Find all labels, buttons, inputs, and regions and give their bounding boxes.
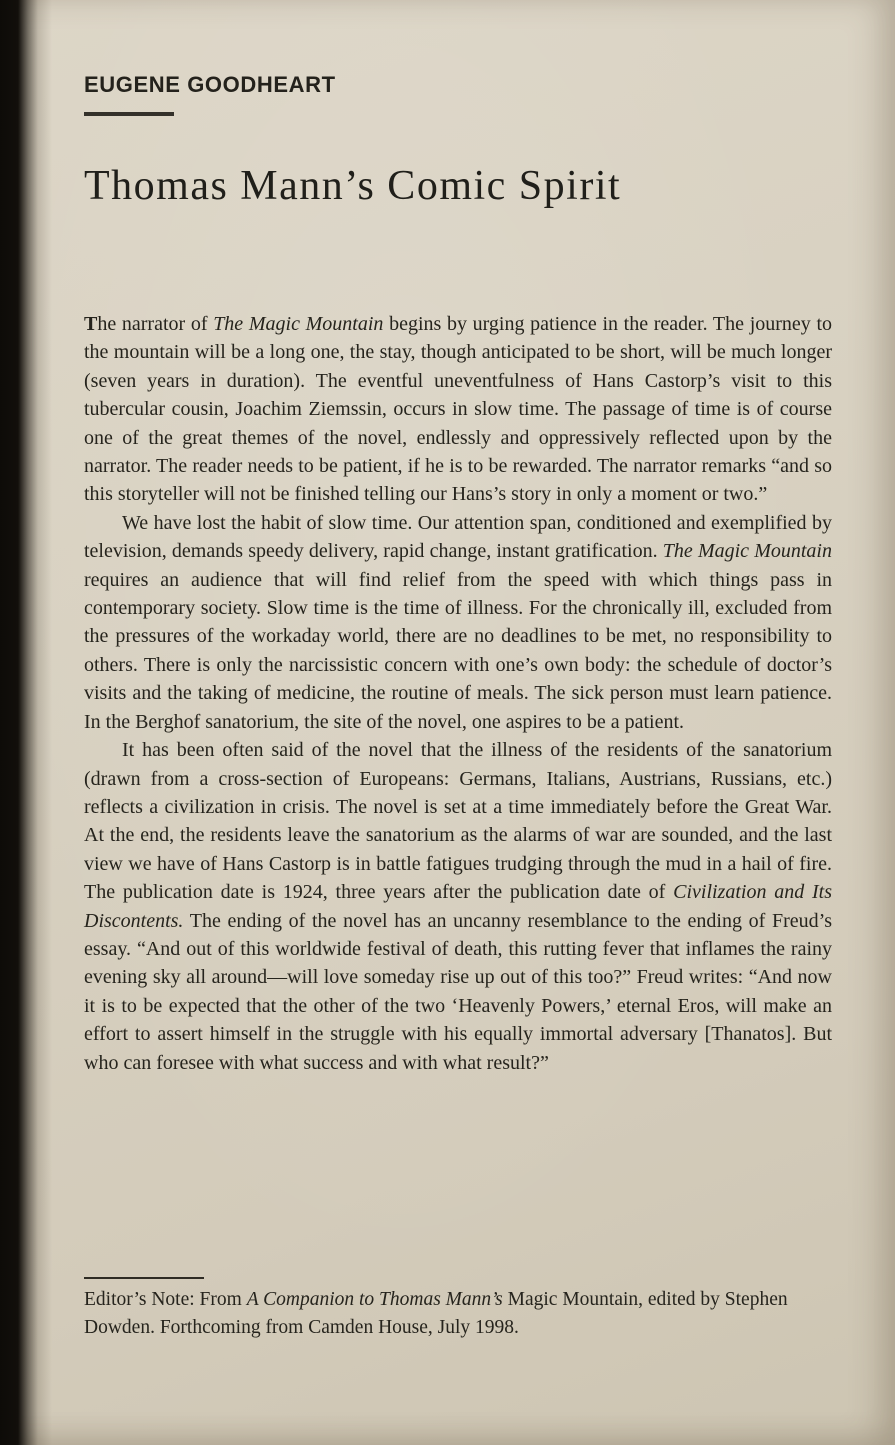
text-run: Editor’s Note: From [84, 1289, 247, 1310]
paragraph-1 [84, 310, 832, 509]
text-run: requires an audience that will find relief from the speed with which things pass in contemporary society. Slow time is the time of illness. For the chronically ill, excluded from the pressures of the workaday world, there are no deadlines to be met, no responsibility to others. There is only the narcissistic concern with one’s own body: the schedule of doctor’s visits and the taking of medicine, the routine of meals. The sick person must learn patience. In the Berghof sanatorium, the site of the novel, one aspires to be a patient. [84, 568, 832, 733]
text-run: Magic Mountain, edited by Stephen Dowden. Forthcoming from Camden House, July 1998. [84, 1289, 788, 1338]
paragraph-3 [84, 736, 832, 1077]
italic-text-run: The Magic Mountain [662, 540, 832, 563]
article-body [84, 310, 832, 1077]
article-title: Thomas Mann’s Comic Spirit [84, 163, 622, 209]
bold-lead-letter: T [84, 313, 98, 335]
italic-text-run: Civilization and Its Discontents. [84, 881, 832, 932]
editors-note [84, 1286, 832, 1342]
text-run: The ending of the novel has an uncanny resemblance to the ending of Freud’s essay. “And out of this worldwide festival of death, this rutting fever that inflames the rainy evening sky all around—will love someday rise up out of this too?” Freud writes: “And now it is to be expected that the other of the two ‘Heavenly Powers,’ eternal Eros, will make an effort to assert himself in the struggle with his equally immortal adversary [Thanatos]. But who can foresee with what success and with what result?” [84, 909, 832, 1074]
book-gutter-shadow [0, 0, 52, 1445]
italic-text-run: The Magic Mountain [213, 313, 384, 335]
text-run: It has been often said of the novel that the illness of the residents of the sanatorium (drawn from a cross-section of Europeans: Germans, Italians, Austrians, Russians, etc.) reflects a civilization in crisis. The novel is set at a time immediately before the Great War. At the end, the residents leave the sanatorium as the alarms of war are sounded, and the last view we have of Hans Castorp is in battle fatigues trudging through the mud in a hail of fire. The publication date is 1924, three years after the publication date of [84, 739, 832, 904]
author-rule [84, 112, 174, 116]
text-run: he narrator of [97, 313, 214, 335]
text-run: begins by urging patience in the reader. The journey to the mountain will be a long one, the stay, though anticipated to be short, will be much longer (seven years in duration). The eventful uneventfulness of Hans Castorp’s visit to this tubercular cousin, Joachim Ziemssin, occurs in slow time. The passage of time is of course one of the great themes of the novel, endlessly and oppressively reflected upon by the narrator. The reader needs to be patient, if he is to be rewarded. The narrator remarks “and so this storyteller will not be finished telling our Hans’s story in only a moment or two.” [84, 313, 833, 506]
paragraph-2 [84, 509, 832, 736]
italic-text-run: A Companion to Thomas Mann’s [246, 1289, 503, 1310]
text-run: We have lost the habit of slow time. Our attention span, conditioned and exemplified by television, demands speedy delivery, rapid change, instant gratification. [84, 511, 832, 563]
footnote-rule [84, 1277, 204, 1279]
author-name: EUGENE GOODHEART [84, 72, 336, 97]
